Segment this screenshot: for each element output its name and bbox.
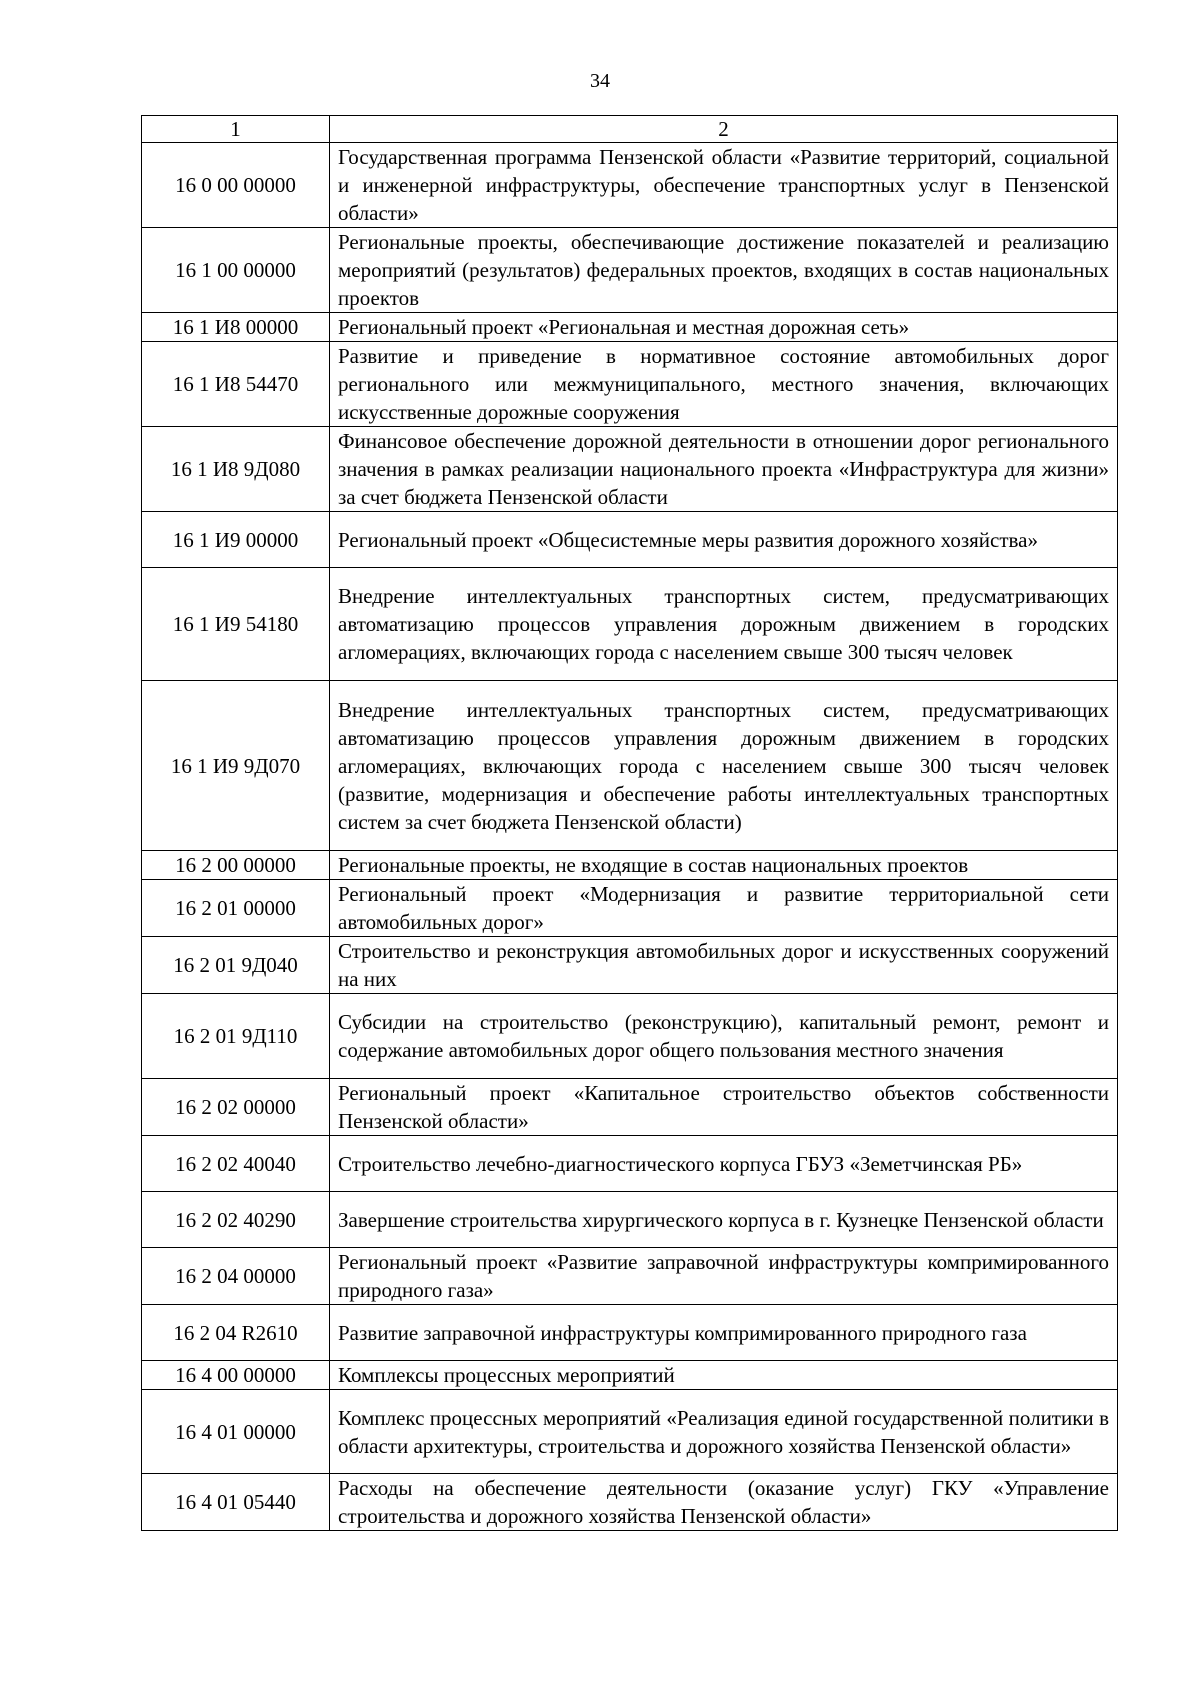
row-code: 16 1 И9 54180 — [142, 568, 330, 681]
row-code: 16 4 00 00000 — [142, 1361, 330, 1390]
table-row — [142, 1192, 1118, 1248]
table-row — [142, 937, 1118, 994]
table-row — [142, 681, 1118, 851]
table-row — [142, 1136, 1118, 1192]
row-code: 16 4 01 05440 — [142, 1474, 330, 1531]
row-name: Строительство лечебно-диагностического корпуса ГБУЗ «Земетчинская РБ» — [330, 1136, 1118, 1192]
row-code: 16 1 И8 54470 — [142, 342, 330, 427]
row-name: Внедрение интеллектуальных транспортных систем, предусматривающих автоматизацию процессов управления дорожным движением в городских агломерациях, включающих города с населением свыше 300 тысяч человек — [330, 568, 1118, 681]
row-name: Строительство и реконструкция автомобильных дорог и искусственных сооружений на них — [330, 937, 1118, 994]
table-row — [142, 313, 1118, 342]
table-row — [142, 342, 1118, 427]
row-name: Субсидии на строительство (реконструкцию), капитальный ремонт, ремонт и содержание автомобильных дорог общего пользования местного значения — [330, 994, 1118, 1079]
row-code: 16 1 И8 9Д080 — [142, 427, 330, 512]
row-code: 16 1 И9 00000 — [142, 512, 330, 568]
row-name: Комплексы процессных мероприятий — [330, 1361, 1118, 1390]
table-row — [142, 1079, 1118, 1136]
row-code: 16 2 02 00000 — [142, 1079, 330, 1136]
column-header-code: 1 — [142, 116, 330, 143]
row-code: 16 2 02 40040 — [142, 1136, 330, 1192]
row-code: 16 0 00 00000 — [142, 143, 330, 228]
row-name: Региональный проект «Модернизация и развитие территориальной сети автомобильных дорог» — [330, 880, 1118, 937]
table-row — [142, 994, 1118, 1079]
row-code: 16 2 01 9Д040 — [142, 937, 330, 994]
row-name: Региональный проект «Региональная и местная дорожная сеть» — [330, 313, 1118, 342]
row-name: Региональные проекты, не входящие в состав национальных проектов — [330, 851, 1118, 880]
row-name: Развитие и приведение в нормативное состояние автомобильных дорог регионального или межмуниципального, местного значения, включающих искусственные дорожные сооружения — [330, 342, 1118, 427]
table-row — [142, 880, 1118, 937]
row-name: Внедрение интеллектуальных транспортных систем, предусматривающих автоматизацию процессов управления дорожным движением в городских агломерациях, включающих города с населением свыше 300 тысяч человек (развитие, модернизация и обеспечение работы интеллектуальных транспортных систем за счет бюджета Пензенской области) — [330, 681, 1118, 851]
row-code: 16 2 01 9Д110 — [142, 994, 330, 1079]
column-header-name: 2 — [330, 116, 1118, 143]
budget-classification-table — [141, 115, 1118, 1531]
row-name: Государственная программа Пензенской области «Развитие территорий, социальной и инженерной инфраструктуры, обеспечение транспортных услуг в Пензенской области» — [330, 143, 1118, 228]
table-header-row — [142, 116, 1118, 143]
row-code: 16 4 01 00000 — [142, 1390, 330, 1474]
table-row — [142, 1361, 1118, 1390]
row-name: Завершение строительства хирургического корпуса в г. Кузнецке Пензенской области — [330, 1192, 1118, 1248]
table-row — [142, 1474, 1118, 1531]
row-name: Региональные проекты, обеспечивающие достижение показателей и реализацию мероприятий (результатов) федеральных проектов, входящих в состав национальных проектов — [330, 228, 1118, 313]
table-row — [142, 427, 1118, 512]
table-row — [142, 1248, 1118, 1305]
row-code: 16 1 00 00000 — [142, 228, 330, 313]
row-code: 16 1 И9 9Д070 — [142, 681, 330, 851]
row-code: 16 2 04 R2610 — [142, 1305, 330, 1361]
table-row — [142, 512, 1118, 568]
row-name: Комплекс процессных мероприятий «Реализация единой государственной политики в области архитектуры, строительства и дорожного хозяйства Пензенской области» — [330, 1390, 1118, 1474]
table-row — [142, 851, 1118, 880]
row-name: Финансовое обеспечение дорожной деятельности в отношении дорог регионального значения в рамках реализации национального проекта «Инфраструктура для жизни» за счет бюджета Пензенской области — [330, 427, 1118, 512]
row-code: 16 1 И8 00000 — [142, 313, 330, 342]
row-code: 16 2 01 00000 — [142, 880, 330, 937]
row-name: Региональный проект «Развитие заправочной инфраструктуры компримированного природного газа» — [330, 1248, 1118, 1305]
row-code: 16 2 04 00000 — [142, 1248, 330, 1305]
row-code: 16 2 00 00000 — [142, 851, 330, 880]
row-code: 16 2 02 40290 — [142, 1192, 330, 1248]
row-name: Расходы на обеспечение деятельности (оказание услуг) ГКУ «Управление строительства и дорожного хозяйства Пензенской области» — [330, 1474, 1118, 1531]
table-row — [142, 568, 1118, 681]
table-row — [142, 1390, 1118, 1474]
page-number: 34 — [590, 70, 610, 92]
row-name: Развитие заправочной инфраструктуры компримированного природного газа — [330, 1305, 1118, 1361]
table-row — [142, 228, 1118, 313]
row-name: Региональный проект «Капитальное строительство объектов собственности Пензенской области» — [330, 1079, 1118, 1136]
row-name: Региональный проект «Общесистемные меры развития дорожного хозяйства» — [330, 512, 1118, 568]
table-row — [142, 143, 1118, 228]
table-row — [142, 1305, 1118, 1361]
